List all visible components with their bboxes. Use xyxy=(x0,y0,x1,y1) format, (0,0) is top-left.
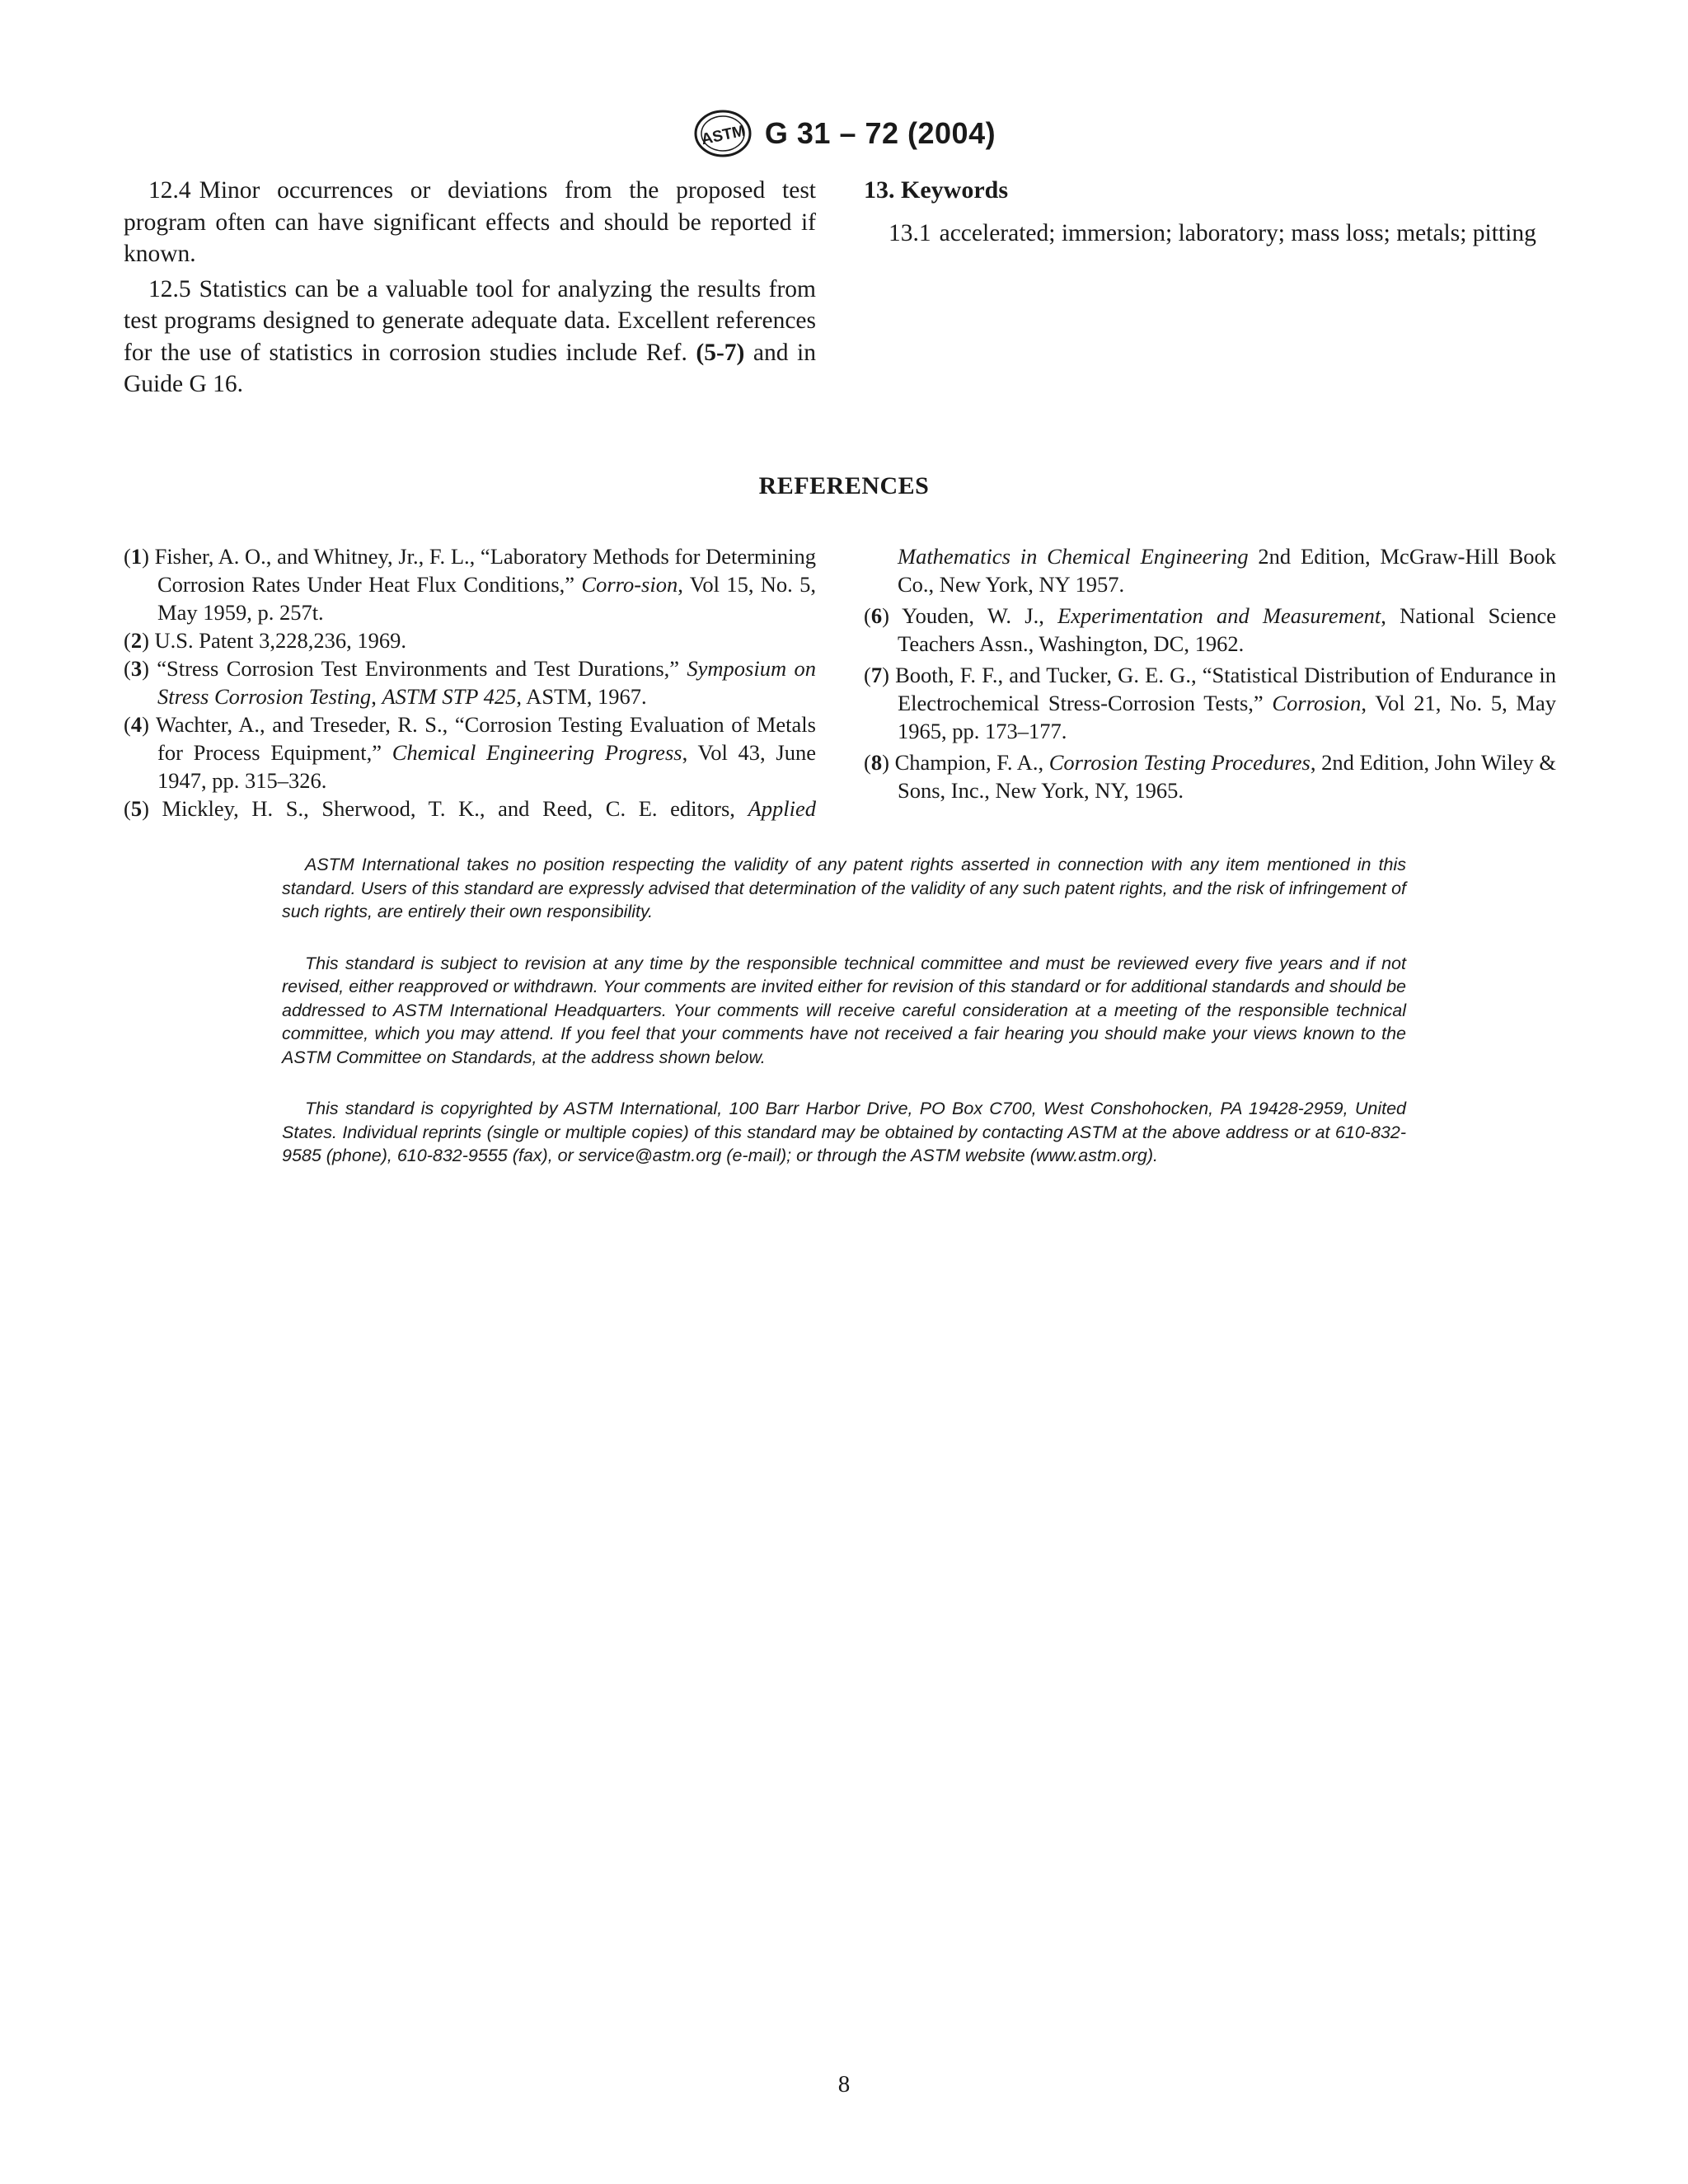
right-column xyxy=(864,175,1556,250)
reference-number: 3 xyxy=(130,656,143,681)
references-left-column xyxy=(124,542,816,823)
logo-text: ASTM xyxy=(699,122,747,149)
paragraph-12-5 xyxy=(124,274,816,401)
reference-number: 1 xyxy=(130,544,143,569)
reference-item: (1) Fisher, A. O., and Whitney, Jr., F. L., “Laboratory Methods for Determining Corrosion Rates Under Heat Flux Conditions,” Corro-sion, Vol 15, No. 5, May 1959, p. 257t. xyxy=(124,544,817,625)
reference-number: 2 xyxy=(130,628,143,653)
reference-italic: Corro-sion xyxy=(581,572,678,597)
reference-text: 2nd Edition, McGraw-Hill Book Co., New York, NY 1957. xyxy=(898,544,1556,597)
reference-number: 5 xyxy=(130,796,143,821)
reference-item: (3) “Stress Corrosion Test Environments and Test Durations,” Symposium on Stress Corrosion Testing, ASTM STP 425, ASTM, 1967. xyxy=(124,656,816,709)
reference-text: , xyxy=(371,684,382,709)
references-heading: REFERENCES xyxy=(758,472,930,499)
page-header xyxy=(0,109,1688,158)
reference-item: (6) Youden, W. J., Experimentation and Measurement, National Science Teachers Assn., Washington, DC, 1962. xyxy=(864,603,1556,656)
reference-italic: Experimentation and Measurement xyxy=(1057,603,1381,628)
reference-item: (8) Champion, F. A., Corrosion Testing Procedures, 2nd Edition, John Wiley & Sons, Inc., New York, NY, 1965. xyxy=(864,750,1556,803)
paragraph-text: Minor occurrences or deviations from the proposed test program often can have significant effects and should be reported if known. xyxy=(124,177,816,267)
reference-text: , Vol 15, No. 5, May 1959, p. 257t. xyxy=(157,572,817,625)
reference-item: (7) Booth, F. F., and Tucker, G. E. G., “Statistical Distribution of Endurance in Electrochemical Stress-Corrosion Tests,” Corrosion, Vol 21, No. 5, May 1965, pp. 173–177. xyxy=(864,663,1557,743)
reference-italic: Corrosion Testing Procedures xyxy=(1048,750,1311,775)
reference-citation: (5-7) xyxy=(696,339,745,366)
reference-text: Mickley, H. S., Sherwood, T. K., and Reed, C. E. editors, xyxy=(162,796,748,821)
reference-text: , Vol 43, June 1947, pp. 315–326. xyxy=(157,740,816,793)
reference-italic: Symposium on Stress Corrosion Testing xyxy=(157,656,816,709)
paragraph-text: and in Guide G 16. xyxy=(124,339,816,397)
reference-text: “Stress Corrosion Test Environments and Test Durations,” xyxy=(157,656,687,681)
reference-text: , National Science Teachers Assn., Washington, DC, 1962. xyxy=(898,603,1556,656)
references-right-column xyxy=(864,542,1556,808)
reference-item-continued xyxy=(864,542,1556,598)
reference-italic: Applied xyxy=(748,796,816,821)
patent-notice: ASTM International takes no position respecting the validity of any patent rights asserted in connection with any item mentioned in this standard. Users of this standard are expressly advised that determination of the validity of any such patent rights, and the risk of infringement of such rights, are entirely their own responsibility. xyxy=(282,855,1406,921)
paragraph-12-4 xyxy=(124,175,816,270)
paragraph-text: accelerated; immersion; laboratory; mass loss; metals; pitting xyxy=(939,220,1536,246)
revision-notice: This standard is subject to revision at any time by the responsible technical committee and must be reviewed every five years and if not revised, either reapproved or withdrawn. Your comments are invited either for revision of this standard or for additional standards and should be addressed to ASTM International Headquarters. Your comments will receive careful consideration at a meeting of the responsible technical committee, which you may attend. If you feel that your comments have not received a fair hearing you should make your views known to the ASTM Committee on Standards, at the address shown below. xyxy=(282,953,1406,1067)
reference-text: , 2nd Edition, John Wiley & Sons, Inc., New York, NY, 1965. xyxy=(898,750,1556,803)
reference-number: 8 xyxy=(870,750,883,775)
page-number: 8 xyxy=(837,2071,851,2097)
paragraph-number: 13.1 xyxy=(889,220,931,246)
reference-number: 7 xyxy=(870,663,883,687)
reference-text: Youden, W. J., xyxy=(902,603,1058,628)
copyright-notice: This standard is copyrighted by ASTM International, 100 Barr Harbor Drive, PO Box C700, West Conshohocken, PA 19428-2959, United States. Individual reprints (single or multiple copies) of this standard may be obtained by contacting ASTM at the above address or at 610-832-9585 (phone), 610-832-9555 (fax), or service@astm.org (e-mail); or through the ASTM website (www.astm.org). xyxy=(282,1099,1406,1165)
reference-item: (4) Wachter, A., and Treseder, R. S., “Corrosion Testing Evaluation of Metals for Process Equipment,” Chemical Engineering Progress, Vol 43, June 1947, pp. 315–326. xyxy=(124,712,816,793)
paragraph-text: Statistics can be a valuable tool for analyzing the results from test programs designed to generate adequate data. Excellent references for the use of statistics in corrosion studies include Ref. xyxy=(124,275,816,366)
reference-number: 6 xyxy=(870,603,883,628)
reference-number: 4 xyxy=(130,712,143,737)
paragraph-number: 12.4 xyxy=(148,177,191,204)
reference-text: , ASTM, 1967. xyxy=(516,684,647,709)
reference-italic: ASTM STP 425 xyxy=(382,684,517,709)
standard-designation: G 31 – 72 (2004) xyxy=(764,116,996,150)
section-heading-keywords: 13. Keywords xyxy=(864,176,1008,204)
paragraph-number: 12.5 xyxy=(148,275,191,302)
reference-item: (5) Mickley, H. S., Sherwood, T. K., and Reed, C. E. editors, Applied xyxy=(124,796,816,821)
reference-text: Wachter, A., and Treseder, R. S., “Corrosion Testing Evaluation of Metals for Process Equipment,” xyxy=(155,712,816,765)
reference-text: Champion, F. A., xyxy=(894,750,1049,775)
reference-item: (2) U.S. Patent 3,228,236, 1969. xyxy=(124,628,407,653)
reference-italic: Corrosion xyxy=(1272,691,1362,715)
paragraph-13-1 xyxy=(864,218,1556,250)
reference-text: Fisher, A. O., and Whitney, Jr., F. L., “Laboratory Methods for Determining Corrosion Rates Under Heat Flux Conditions,” xyxy=(154,544,816,597)
reference-italic: Chemical Engineering Progress xyxy=(392,740,682,765)
reference-text: , Vol 21, No. 5, May 1965, pp. 173–177. xyxy=(898,691,1556,743)
left-column xyxy=(124,175,816,401)
reference-text: Booth, F. F., and Tucker, G. E. G., “Statistical Distribution of Endurance in Electrochemical Stress-Corrosion Tests,” xyxy=(895,663,1557,715)
reference-text: U.S. Patent 3,228,236, 1969. xyxy=(154,628,407,653)
reference-italic: Mathematics in Chemical Engineering xyxy=(898,544,1249,569)
astm-logo-icon xyxy=(692,109,753,158)
legal-notices xyxy=(282,853,1406,1196)
